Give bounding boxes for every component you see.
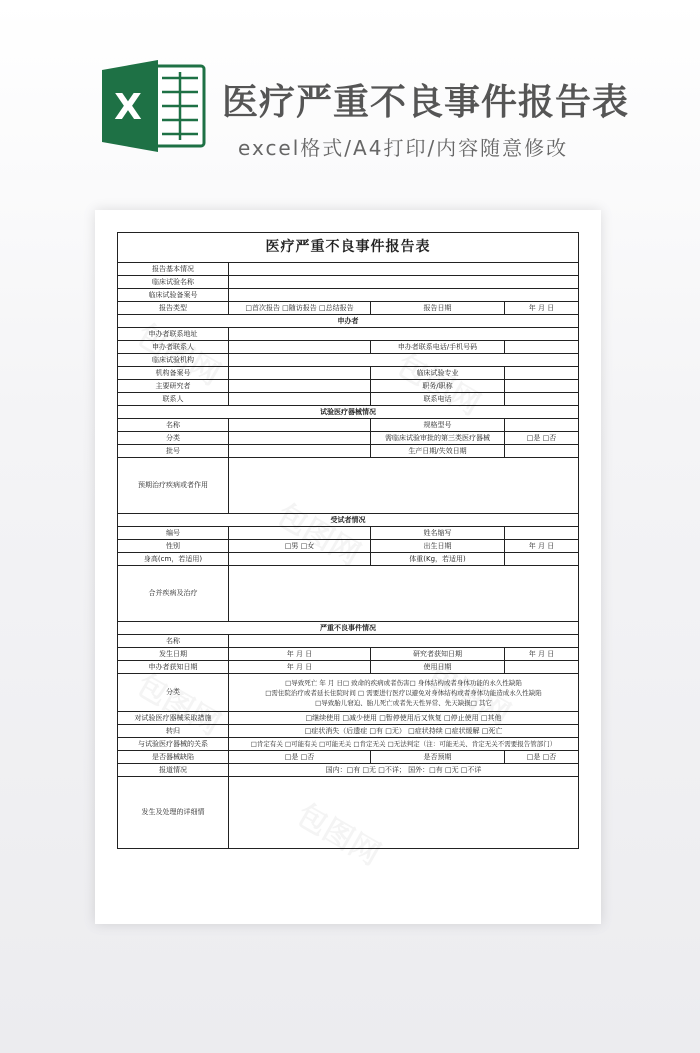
sponsor-date-value[interactable]: 年 月 日 <box>229 661 371 674</box>
banner-title: 医疗严重不良事件报告表 <box>222 82 630 123</box>
sponsor-phone-label: 申办者联系电话/手机号码 <box>371 341 505 354</box>
excel-icon-letter: X <box>114 87 142 128</box>
trial-name-value[interactable] <box>229 276 579 289</box>
report-date-value[interactable]: 年 月 日 <box>505 302 579 315</box>
specialty-value[interactable] <box>505 367 579 380</box>
form-title: 医疗严重不良事件报告表 <box>118 233 579 263</box>
device-name-value[interactable] <box>229 419 371 432</box>
sponsor-person-value[interactable] <box>229 341 371 354</box>
contact-phone-value[interactable] <box>505 393 579 406</box>
report-date-label: 报告日期 <box>371 302 505 315</box>
device-category-value[interactable] <box>229 432 371 445</box>
category-line-1: □导致死亡 年 月 日□ 致命的疾病或者伤害□ 身体结构或者身体功能的永久性缺陷 <box>285 678 522 687</box>
specialty-label: 临床试验专业 <box>371 367 505 380</box>
trial-record-label: 临床试验备案号 <box>118 289 229 302</box>
banner <box>0 0 700 200</box>
relation-label: 与试验医疗器械的关系 <box>118 738 229 751</box>
banner-subtitle: excel格式/A4打印/内容随意修改 <box>238 136 569 160</box>
device-model-value[interactable] <box>505 419 579 432</box>
device-defect-label: 是否器械缺陷 <box>118 751 229 764</box>
weight-label: 体重(Kg，若适用) <box>371 553 505 566</box>
details-value[interactable] <box>229 777 579 849</box>
indication-value[interactable] <box>229 458 579 514</box>
event-name-label: 名称 <box>118 635 229 648</box>
trial-record-value[interactable] <box>229 289 579 302</box>
sponsor-address-label: 申办者联系地址 <box>118 328 229 341</box>
investigator-date-label: 研究者获知日期 <box>371 648 505 661</box>
occur-date-value[interactable]: 年 月 日 <box>229 648 371 661</box>
sponsor-date-label: 申办者获知日期 <box>118 661 229 674</box>
use-date-label: 使用日期 <box>371 661 505 674</box>
trial-name-label: 临床试验名称 <box>118 276 229 289</box>
initials-label: 姓名缩写 <box>371 527 505 540</box>
category-line-3: □导致胎儿窘迫、胎儿死亡或者先天性异常、先天缺损□ 其它 <box>315 698 492 707</box>
pi-value[interactable] <box>229 380 371 393</box>
institution-value[interactable] <box>229 354 579 367</box>
outcome-label: 转归 <box>118 725 229 738</box>
event-category-label: 分类 <box>118 674 229 712</box>
event-section-header: 严重不良事件情况 <box>118 622 579 635</box>
birth-value[interactable]: 年 月 日 <box>505 540 579 553</box>
contact-label: 联系人 <box>118 393 229 406</box>
dates-label: 生产日期/失效日期 <box>371 445 505 458</box>
device-category-label: 分类 <box>118 432 229 445</box>
event-category-options[interactable] <box>229 674 579 712</box>
excel-icon <box>100 56 210 156</box>
device-defect-options[interactable]: □是 □否 <box>229 751 371 764</box>
comorbidity-label: 合并疾病及治疗 <box>118 566 229 622</box>
use-date-value[interactable] <box>505 661 579 674</box>
birth-label: 出生日期 <box>371 540 505 553</box>
class3-label: 需临床试验审批的第三类医疗器械 <box>371 432 505 445</box>
class3-options[interactable]: □是 □否 <box>505 432 579 445</box>
contact-phone-label: 联系电话 <box>371 393 505 406</box>
gender-options[interactable]: □男 □女 <box>229 540 371 553</box>
outcome-options[interactable]: □症状消失（后遗症 □有 □无） □症状持续 □症状缓解 □死亡 <box>229 725 579 738</box>
institution-label: 临床试验机构 <box>118 354 229 367</box>
measures-options[interactable]: □继续使用 □减少使用 □暂停使用后又恢复 □停止使用 □其他 <box>229 712 579 725</box>
basic-info-value[interactable] <box>229 263 579 276</box>
report-status-options[interactable]: 国内：□有 □无 □不详； 国外：□有 □无 □不详 <box>229 764 579 777</box>
subject-number-value[interactable] <box>229 527 371 540</box>
position-label: 职务/职称 <box>371 380 505 393</box>
expected-label: 是否预期 <box>371 751 505 764</box>
expected-options[interactable]: □是 □否 <box>505 751 579 764</box>
initials-value[interactable] <box>505 527 579 540</box>
height-value[interactable] <box>229 553 371 566</box>
measures-label: 对试验医疗器械采取措施 <box>118 712 229 725</box>
device-name-label: 名称 <box>118 419 229 432</box>
gender-label: 性别 <box>118 540 229 553</box>
indication-label: 预期治疗疾病或者作用 <box>118 458 229 514</box>
device-model-label: 规格型号 <box>371 419 505 432</box>
report-table <box>117 232 579 849</box>
batch-value[interactable] <box>229 445 371 458</box>
sponsor-person-label: 申办者联系人 <box>118 341 229 354</box>
report-status-label: 报道情况 <box>118 764 229 777</box>
details-label: 发生及处理的详细情 <box>118 777 229 849</box>
event-name-value[interactable] <box>229 635 579 648</box>
report-type-label: 报告类型 <box>118 302 229 315</box>
contact-value[interactable] <box>229 393 371 406</box>
category-line-2: □需住院治疗或者延长住院时间 □ 需要进行医疗以避免对身体结构或者身体功能造成永久性缺陷 <box>265 688 542 697</box>
investigator-date-value[interactable]: 年 月 日 <box>505 648 579 661</box>
device-section-header: 试验医疗器械情况 <box>118 406 579 419</box>
relation-options[interactable]: □肯定有关 □可能有关 □可能无关 □肯定无关 □无法判定（注：可能无关、肯定无关不需要报告管部门） <box>229 738 579 751</box>
comorbidity-value[interactable] <box>229 566 579 622</box>
sponsor-section-header: 申办者 <box>118 315 579 328</box>
sponsor-address-value[interactable] <box>229 328 579 341</box>
height-label: 身高(cm，若适用) <box>118 553 229 566</box>
subject-section-header: 受试者情况 <box>118 514 579 527</box>
weight-value[interactable] <box>505 553 579 566</box>
report-type-options[interactable]: □首次报告 □随访报告 □总结报告 <box>229 302 371 315</box>
form-paper <box>95 210 601 924</box>
dates-value[interactable] <box>505 445 579 458</box>
subject-number-label: 编号 <box>118 527 229 540</box>
position-value[interactable] <box>505 380 579 393</box>
inst-record-value[interactable] <box>229 367 371 380</box>
batch-label: 批号 <box>118 445 229 458</box>
sponsor-phone-value[interactable] <box>505 341 579 354</box>
inst-record-label: 机构备案号 <box>118 367 229 380</box>
occur-date-label: 发生日期 <box>118 648 229 661</box>
pi-label: 主要研究者 <box>118 380 229 393</box>
basic-info-label: 报告基本情况 <box>118 263 229 276</box>
